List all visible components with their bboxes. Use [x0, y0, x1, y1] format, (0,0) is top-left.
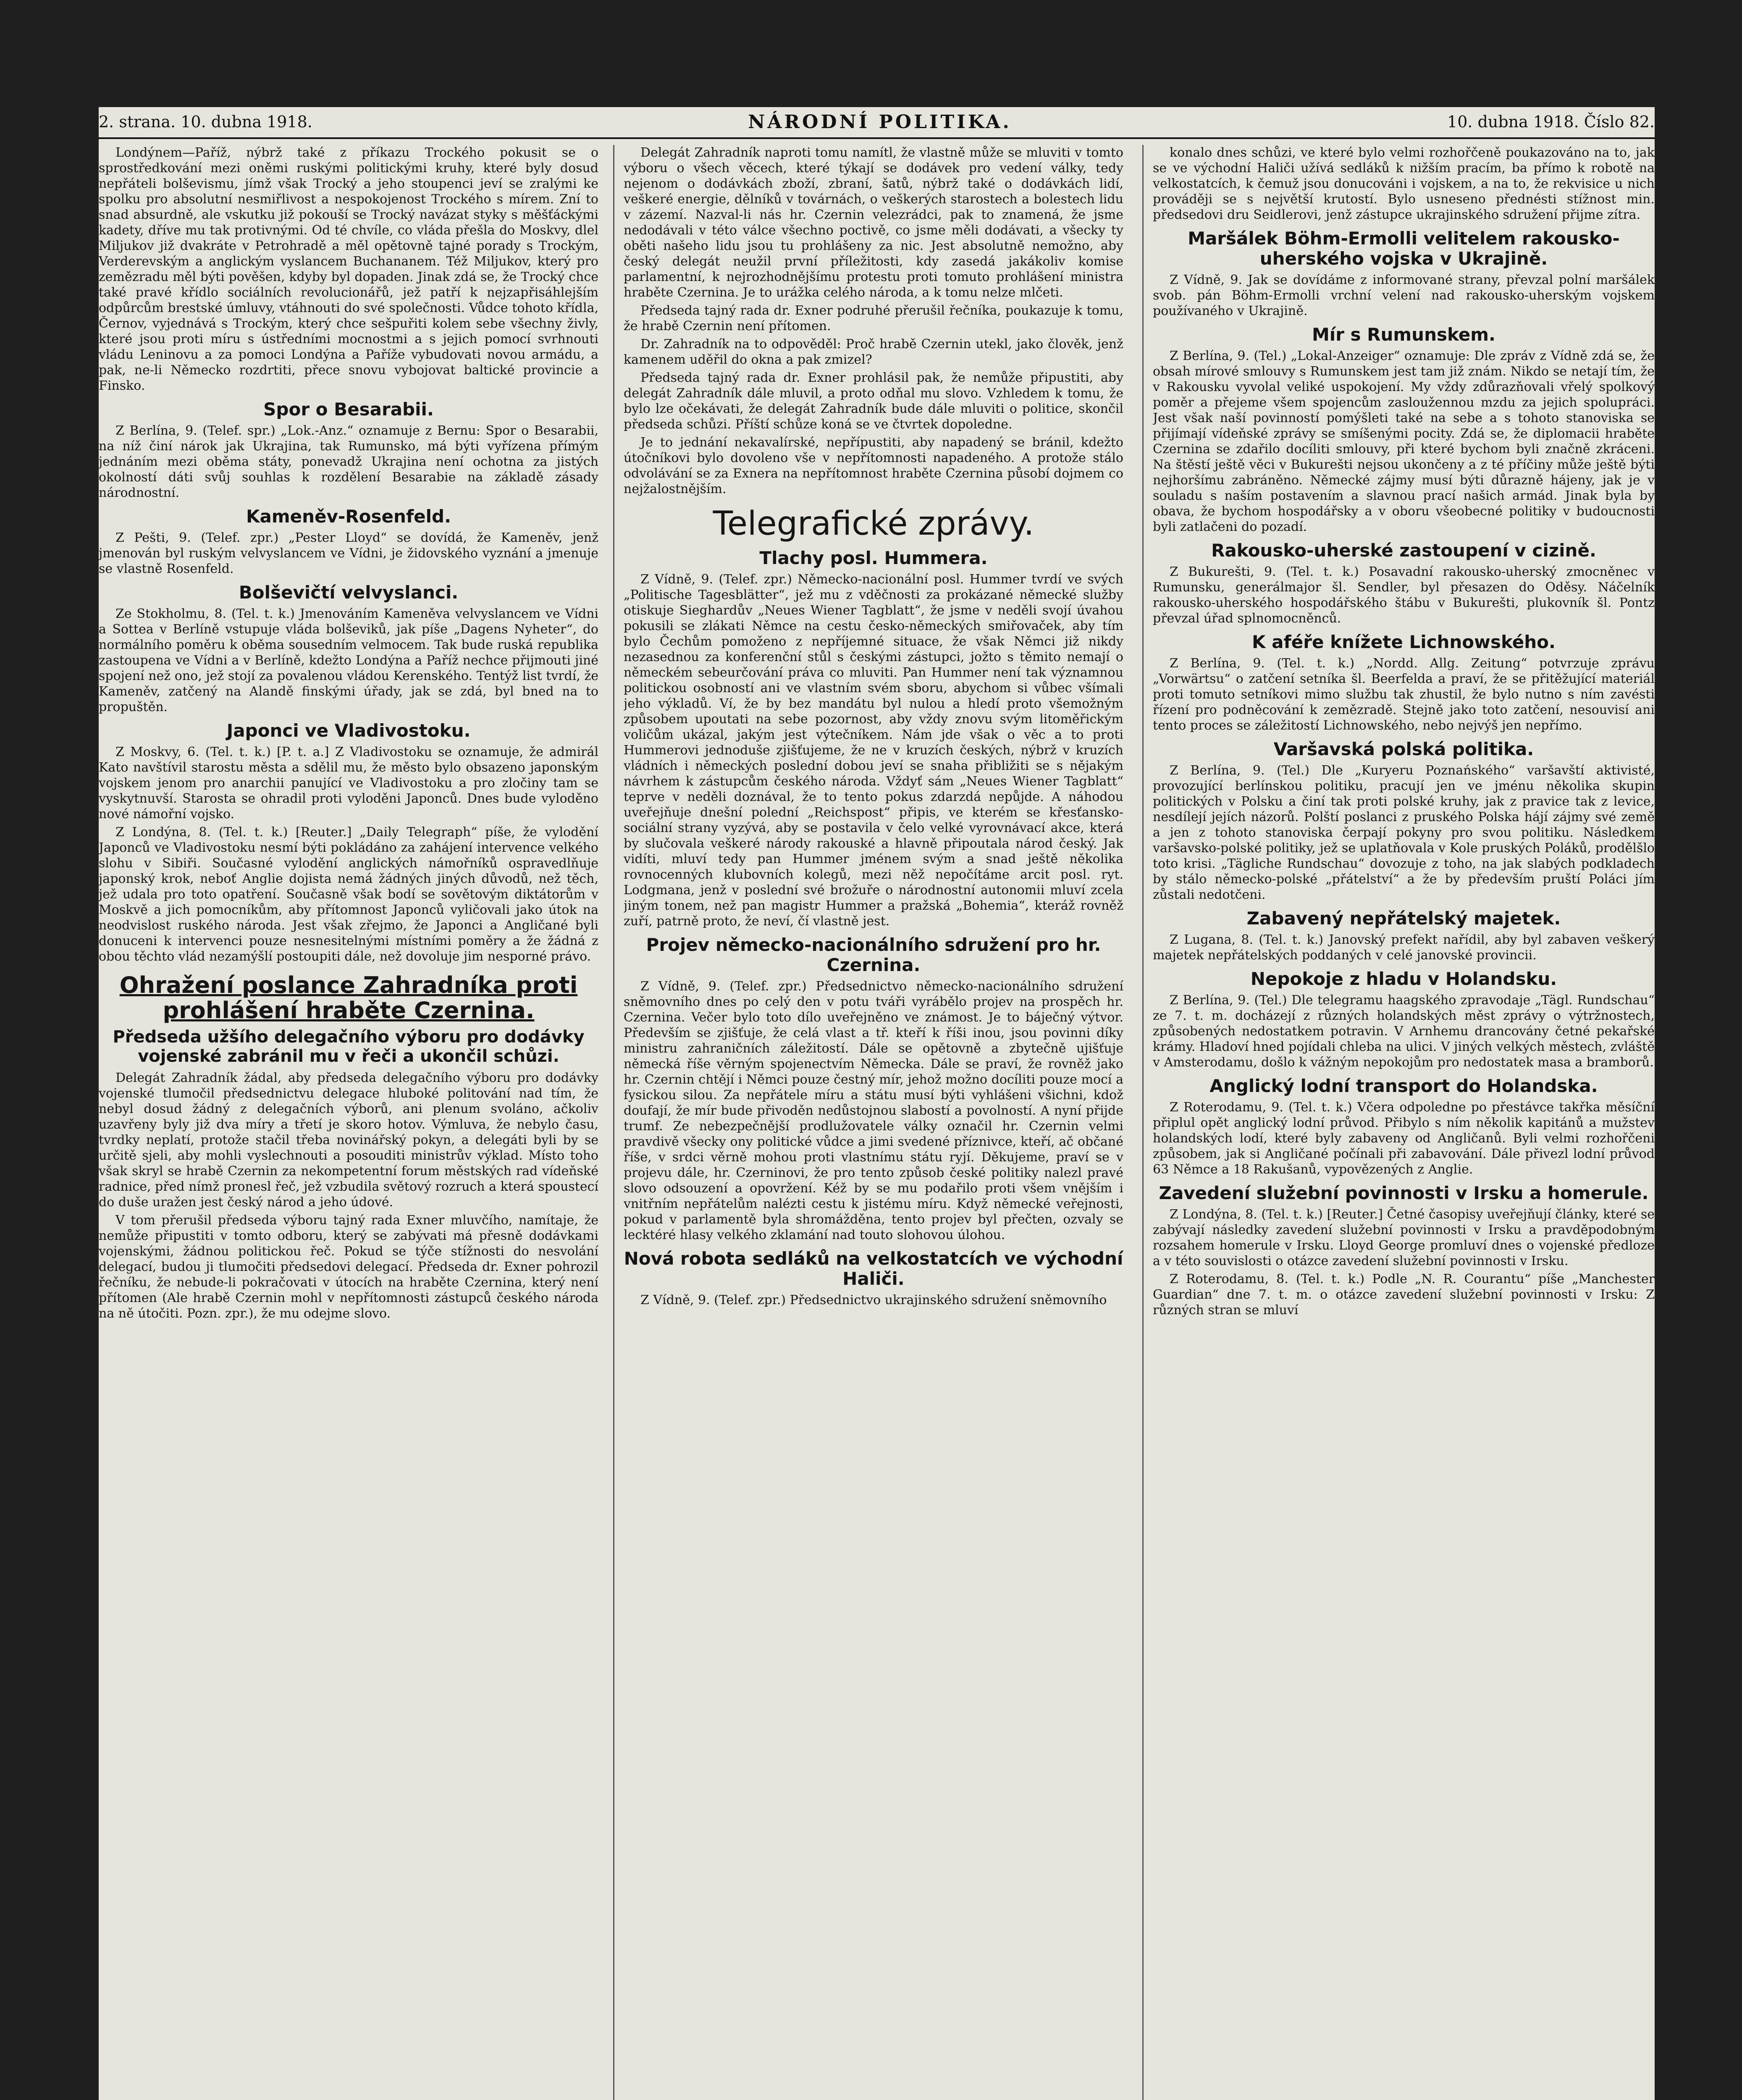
column-divider — [1142, 145, 1144, 2100]
header-rule — [99, 137, 1655, 139]
article-heading: Spor o Besarabii. — [263, 399, 434, 420]
article-heading: K aféře knížete Lichnowského. — [1252, 632, 1556, 652]
header-date-left: 2. strana. 10. dubna 1918. — [99, 113, 312, 131]
article-heading: Zabavený nepřátelský majetek. — [1246, 908, 1561, 929]
article-text: Z Roterodamu, 8. (Tel. t. k.) Podle „N. R. Courantu“ píše „Manchester Guardian“ dne 7. t. m. o otázce zavedení služební povinnosti v Irsku: Z různých stran se mluví — [1153, 1272, 1655, 1318]
article-text: Z Pešti, 9. (Telef. zpr.) „Pester Lloyd“ se dovídá, že Kameněv, jenž jmenován byl ruským velvyslancem ve Vídni, je židovského vyznání a jmenuje se vlastně Rosenfeld. — [99, 530, 598, 576]
article-heading: Maršálek Böhm-Ermolli velitelem rakousko-uherského vojska v Ukrajině. — [1188, 228, 1620, 269]
article-heading: Kameněv-Rosenfeld. — [246, 506, 451, 527]
article-heading: Zavedení služební povinnosti v Irsku a homerule. — [1159, 1183, 1649, 1203]
article-text: Ze Stokholmu, 8. (Tel. t. k.) Jmenováním Kameněva velvyslancem ve Vídni a Sottea v Berlíně vstupuje vláda bolševiků, jak píše „Dagens Nyheter“, do normálního poměru k oběma sousedním velmocem. Tak bude ruská republika zastoupena ve Vídni a v Berlíně, kdežto Londýna a Paříž nechce přijmouti jiné spojení než ono, jež stojí za povalenou vládou Kerenského. Tentýž list tvrdí, že Kameněv, zatčený na Alandě finskými úřady, jak se zdá, byl bned na to propuštěn. — [99, 606, 598, 714]
article-text: Z Berlína, 9. (Tel. t. k.) „Nordd. Allg. Zeitung“ potvrzuje zprávu „Vorwärtsu“ o zatčení setníka šl. Beerfelda a praví, že se přitěžující materiál proti tomuto setníkovi mimo službu tak zhustil, že bylo nutno s ním zavésti řízení pro podněcování k zemězradě. Stejně jako toto zatčení, nesouvisí ani tento proces se záležitostí Lichnowského, nebo nejvýš jen nepřímo. — [1153, 656, 1655, 733]
article-text: Z Berlína, 9. (Telef. spr.) „Lok.-Anz.“ oznamuje z Bernu: Spor o Besarabii, na níž činí nárok jak Ukrajina, tak Rumunsko, má býti vyřízena přímým jednáním mezi oběma státy, ponevadž Ukrajina není ochotna za jistých okolností dáti svůj souhlas k rozdělení Besarabie na základě zásady národnostní. — [99, 423, 598, 500]
column-3 — [1153, 145, 1655, 2100]
article-text: Z Vídně, 9. (Telef. zpr.) Předsednictvo ukrajinského sdružení sněmovního — [640, 1293, 1107, 1307]
article-text: Předseda tajný rada dr. Exner prohlásil pak, že nemůže připustiti, aby delegát Zahradník dále mluvil, a proto odňal mu slovo. Vzhledem k tomu, že bylo lze očekávati, že delegát Zahradník bude dále mluviti o politice, skončil předseda schůzi. Příští schůze koná se ve čtvrtek dopoledne. — [624, 370, 1123, 432]
article-heading: Rakousko-uherské zastoupení v cizině. — [1211, 540, 1596, 561]
article-heading: Bolševičtí velvyslanci. — [239, 582, 459, 603]
article-text: Delegát Zahradník naproti tomu namítl, že vlastně může se mluviti v tomto výboru o všech věcech, které týkají se dodávek pro vedení války, tedy nejenom o dodávkách zboží, zbraní, šatů, nýbrž také o dodávkách lidí, veškeré energie, dělníků v továrnách, o veškerých starostech a bolestech lidu v zázemí. Nazval-li nás hr. Czernin velezrádci, pak to znamená, že jsme nedodávali v této válce všechno poctivě, co jsme měli dodávati, a všecky ty oběti našeho lidu jsou tu prohlášeny za nic. Jest absolutně nemožno, aby český delegát neužil první příležitosti, kdy zasedá jakákoliv komise parlamentní, k nejrozhodnějšímu protestu proti tomuto prohlášení ministra hraběte Czernina. Je to urážka celého národa, a k tomu nelze mlčeti. — [624, 145, 1123, 300]
article-text: Z Bukurešti, 9. (Tel. t. k.) Posavadní rakousko-uherský zmocněnec v Rumunsku, generálmajor šl. Sendler, byl přesazen do Oděsy. Náčelník rakousko-uherského hospodářského štábu v Bukurešti, plukovník šl. Pontz převzal úřad splnomocněnců. — [1153, 564, 1655, 626]
article-text: Z Vídně, 9. Jak se dovídáme z informované strany, převzal polní maršálek svob. pán Böhm-Ermolli vrchní velení nad rakousko-uherským vojskem používaného v Ukrajině. — [1153, 273, 1655, 318]
article-heading: Nová robota sedláků na velkostatcích ve východní Haliči. — [624, 1248, 1123, 1289]
article-heading: Japonci ve Vladivostoku. — [226, 720, 471, 741]
article-heading: Tlachy posl. Hummera. — [759, 548, 988, 568]
article-text: Je to jednání nekavalírské, nepřípustiti, aby napadený se bránil, kdežto útočníkovi bylo dovoleno vše v nepřítomnosti napadeného. A protože stálo odvolávání se za Exnera na nepřítomnost hraběte Czernina působí dojmem co nejžalostnějším. — [624, 435, 1123, 496]
article-text: Z Vídně, 9. (Telef. zpr.) Předsednictvo německo-nacionálního sdružení sněmovního dnes po celý den v potu tváři vyrábělo projev na prospěch hr. Czernina. Večer bylo toto dílo uveřejněno ve známost. Je to báječný výtvor. Především se zjišťuje, že celá vlast a tř. kteří k říši inou, jsou povinni díky ministru zahraničních záležitostí. Dále se opětovně a zbytečně ujišťuje německá říše věrným spojenectvím Německa. Dále se praví, že rovněž jako hr. Czernin chtějí i Němci pouze čestný mír, jehož možno docíliti pouze mocí a fysickou silou. Za nepřátele míru a státu musí býti vyhlášeni všichni, kdož doufají, že mír bude přivoděn nedůstojnou slabostí a povolností. A nyní přijde trumf. Ze nebezpečnější prodlužovatele války označil hr. Czernin velmi pravdivě všecky ony politické vůdce a jimi svedené příznivce, kteří, ač občané říše, v srdci věrně mohou proti vlastnímu státu ryjí. Děkujeme, praví se v projevu dále, hr. Czerninovi, že pro tento způsob české politiky nalezl pravé slovo odsouzení a opovržení. Kéž by se mu podařilo proti všem vnějším i vnitřním nepřátelům nalézti cestu k jistému míru. Když německé veřejnosti, pokud v parlamentě byla shromážděna, tento projev byl přečten, ozvaly se lecktéré hlasy velkého zklamání nad touto slohovou úlohou. — [624, 979, 1123, 1242]
column-1 — [99, 145, 598, 2100]
article-text: Dr. Zahradník na to odpověděl: Proč hrabě Czernin utekl, jako člověk, jenž kamenem uděřil do okna a pak zmizel? — [624, 337, 1123, 367]
article-heading: Mír s Rumunskem. — [1312, 324, 1495, 345]
article-text: Z Moskvy, 6. (Tel. t. k.) [P. t. a.] Z Vladivostoku se oznamuje, že admirál Kato navštívil starostu města a sdělil mu, že město bylo obsazeno japonským vojskem jenom pro anarchii panující ve Vladivostoku a pro zločiny tam se vyskytnuvší. Starosta se ohradil proti vyloděni Japonců. Dnes bude vyloděno nové námořní vojsko. — [99, 745, 598, 822]
page-header — [99, 107, 1655, 136]
article-text: Z Berlína, 9. (Tel.) Dle telegramu haagského zpravodaje „Tägl. Rundschau“ ze 7. t. m. docházejí z různých holandských měst zprávy o výtržnostech, způsobených nedostatkem potravin. V Arnhemu drancovány četné pekařské krámy. Hladoví hned pojídali chleba na ulici. V jiných velkých městech, zvláště v Amsterodamu, došlo k vážným nepokojům pro nedostatek masa a bramborů. — [1153, 993, 1655, 1070]
article-text: V tom přerušil předseda výboru tajný rada Exner mluvčího, namítaje, že nemůže připustiti v tomto odboru, který se zabývati má přesně dodávkami vojenskými, žádnou politickou řeč. Pokud se týče stížnosti do nesvolání delegací, budou ji tlumočiti předsedovi delegací. Předseda dr. Exner pohrozil řečníku, že nebude-li pokračovati v útocích na hraběte Czernina, který není přítomen (Ale hrabě Czernin mohl v nepřítomnosti zástupců českého národa na ně útočiti. Pozn. zpr.), že mu odejme slovo. — [99, 1213, 598, 1321]
article-heading: Varšavská polská politika. — [1273, 739, 1534, 759]
article-text: Z Berlína, 9. (Tel.) Dle „Kuryeru Poznańského“ varšavští aktivisté, provozující berlínskou politiku, pracují jen ve jménu několika skupin politických v Polsku a činí tak proti polské kruhy, jak z pravice tak z levice, nesdílejí jejích názorů. Polští poslanci z pruského Polska hájí zájmy své země a jen z tohoto stanoviska čerpají pokyny pro svou politiku. Následkem varšavsko-polské politiky, jež se uplatňovala v Kole pruských Poláků, prodělšlo toto krisi. „Tägliche Rundschau“ dovozuje z toho, na jak slabých podkladech by stálo německo-polské „přátelství“ a že by především pruští Poláci jím zůstali nedotčeni. — [1153, 763, 1655, 902]
article-text: Z Berlína, 9. (Tel.) „Lokal-Anzeiger“ oznamuje: Dle zpráv z Vídně zdá se, že obsah mírové smlouvy s Rumunskem jest tam již znám. Nikdo se netají tím, že v Rakousku vyvolal veliké uspokojení. My vždy zdůrazňovali vřelý spolkový poměr a přejeme všem spojencům zasloužennou mzdu za jejich spolupráci. Jest však naší povinností pomýšleti také na sebe a s tohoto stanoviska se přijímají vídeňské zprávy se smíšenými pocity. Zdá se, že diplomacii hraběte Czernina se zdařilo docíliti smlouvy, při které bychom byli značně zkráceni. Na štěstí ještě věci v Bukurešti nejsou ukončeny a z té příčiny může ještě býti nejhoršímu zabráněno. Německé zájmy musí býti důrazně hájeny, jak je v souladu s naším postavením a slavnou prací našich armád. Jinak byla by obava, že bychom hospodářsky a v oboru všeobecné politiky v budoucnosti byli zatlačeni do pozadí. — [1153, 349, 1655, 534]
article-text: Z Roterodamu, 9. (Tel. t. k.) Včera odpoledne po přestávce takřka měsíční připlul opět anglický lodní průvod. Přibylo s ním několik kapitánů a mužstev holandských lodí, které byly zabaveny od Angličanů. Byli velmi rozhořčeni způsobem, jak si Angličané počínali při zabavování. Dále přivezl lodní průvod 63 Němce a 18 Rakušanů, vypovězených z Anglie. — [1153, 1100, 1655, 1177]
article-text: Z Londýna, 8. (Tel. t. k.) [Reuter.] „Daily Telegraph“ píše, že vylodění Japonců ve Vladivostoku nesmí býti pokládáno za zahájení intervence velkého slohu v Sibiři. Současné vylodění anglických námořníků ospravedlňuje japonský krok, neboť Anglie dojista nemá žádných jiných důvodů, než těch, jež udala pro toto opatření. Současně však bodí se sovětovým diktátorům v Moskvě a jich pomocníkům, aby přítomnost Japonců vyličovali jako útok na neodvislost ruského národa. Jest však zřejmo, že Japonci a Angličané byli donuceni k intervenci pouze nesnesitelnými místními poměry a že žádná z obou těchto vlád nezamýšlí postoupiti dále, než dovoluje jim nesporné právo. — [99, 825, 598, 964]
article-text: Z Lugana, 8. (Tel. t. k.) Janovský prefekt nařídil, aby byl zabaven veškerý majetek nepřátelských poddaných v celé janovské provincii. — [1153, 932, 1655, 963]
article-text: Londýnem—Paříž, nýbrž také z příkazu Trockého pokusit se o sprostředkování mezi oněmi ruskými politickými kruhy, které byly dosud nepřáteli bolševismu, jímž však Trocký a jeho stoupenci jeví se zralými ke spolku pro absolutní nesmiřlivost a nespokojenost Trockého s mírem. Zní to snad absurdně, ale vskutku již pokouší se Trocký navázat styky s měšťáckými kadety, dříve mu tak protivnými. Od té chvíle, co vláda přešla do Moskvy, dlel Miljukov již dvakráte v Petrohradě a měl opětovně tajné porady s Trockým, Verderevským a anglickým vyslancem Buchananem. Též Miljukov, který pro zemězradu měl býti pověšen, kdyby byl dopaden. Jinak zdá se, že Trocký chce také pravé křídlo sociálních revolucionářů, jež patří k nejzapřisáhlejším odpůrcům brestské úmluvy, vtáhnouti do své společnosti. Vůdce tohoto křídla, Černov, vyjednává s Trockým, který chce sešpuřiti kolem sebe všechny živly, které jsou proti míru s ústředními mocnostmi a s jejich pomocí svrhnouti vládu Leninovu a za pomoci Londýna a Paříže vybudovati novou armádu, a pak, ne-li Německo rozdrtiti, přece snovu vybojovat baltické provincie a Finsko. — [99, 145, 598, 393]
column-2 — [624, 145, 1123, 2100]
newspaper-page — [99, 107, 1655, 2100]
article-heading: Anglický lodní transport do Holandska. — [1209, 1076, 1598, 1096]
article-heading: Nepokoje z hladu v Holandsku. — [1250, 969, 1557, 989]
article-text: Z Londýna, 8. (Tel. t. k.) [Reuter.] Četné časopisy uveřejňují články, které se zabývají následky zavedení služební povinnosti v Irsku a pravděpodobným rozsahem homerule v Irsku. Lloyd George promluví dnes o vojenské předloze a v této souvislosti o otázce zavedení služební povinnosti v Irsku. — [1153, 1207, 1655, 1268]
header-date-right: 10. dubna 1918. Číslo 82. — [1447, 113, 1655, 131]
section-headline: Telegrafické zprávy. — [713, 505, 1034, 543]
article-text: konalo dnes schůzi, ve které bylo velmi rozhořčeně poukazováno na to, jak se ve východní Haliči užívá sedláků k nižším pracím, ba přímo k robotě na velkostatcích, k čemuž jsou donucováni i vojskem, a na to, že rekvisice u nich prováději se s největší krutostí. Bylo usneseno přednésti stížnost min. předsedovi dru Seidlerovi, jenž zástupce ukrajinského sdružení přijme zítra. — [1153, 145, 1655, 222]
column-divider — [613, 145, 614, 2100]
masthead-title: NÁRODNÍ POLITIKA. — [748, 111, 1012, 133]
article-text: Z Vídně, 9. (Telef. zpr.) Německo-nacionální posl. Hummer tvrdí ve svých „Politische Tagesblätter“, jež mu z vděčnosti za prokázané německé služby otiskuje Sieghardův „Neues Wiener Tagblatt“, že jsme v neděli svojí úvahou pokusili se zlákati Němce na cestu česko-německých smiřovaček, aby tím bylo Čechům pomoženo z nepříjemné situace, že však Němci již nikdy nezasednou za konferenční stůl s českými zástupci, jožto s těmito nemají o německém sebeurčování práva co mluviti. Pan Hummer není tak významnou politickou osobností ani ve vlastním svém sboru, abychom si vůbec všímali jeho výkladů. Ví, že by bez mandátu byl nulou a hledí proto všemožným způsobem upoutati na sebe pozornost, aby vždy znovu svým litoměřickým voličům ukázal, jakým jest výtečníkem. Nám jde však o věc a to proti Hummerovi jednoduše zjišťujeme, že ne v kruzích českých, nýbrž v kruzích vládních i německých poslední dobou jeví se snaha přibližiti se s nějakým návrhem k zástupcům českého národa. Vždyť sám „Neues Wiener Tagblatt“ teprve v neděli doznával, že to tento pokus zdarzdá nepůjde. A náhodou uveřejňuje dnešní polední „Reichspost“ připis, ve kterém se křesťansko-sociální strany vyzývá, aby se postavila v čelo velké vyrovnávací akce, která by slučovala veškeré národy rakouské a hlavně připoutala národ český. Jak vidíti, mluví tedy pan Hummer jménem svým a snad ještě několika rovnocenných klubovních kolegů, mezi něž nepočítáme arcit posl. ryt. Lodgmana, jenž v poslední své brožuře o národnostní autonomii mluví zcela jiným tonem, než pan magistr Hummer a pražská „Bohemia“, kteráž rovněž zuří, patrně proto, že neví, čí vlastně jest. — [624, 572, 1123, 929]
article-text: Předseda tajný rada dr. Exner podruhé přerušil řečníka, poukazuje k tomu, že hrabě Czernin není přítomen. — [624, 303, 1123, 333]
article-headline: Ohražení poslance Zahradníka proti prohlášení hraběte Czernina. — [119, 972, 578, 1024]
article-text: Delegát Zahradník žádal, aby předseda delegačního výboru pro dodávky vojenské tlumočil předsednictvu delegace hluboké politování nad tím, že nebyl dosud žádný z delegačních výborů, ani plenum svoláno, ačkoliv uzavřeny byly již dva míry a třetí je skoro hotov. Výmluva, že nebylo času, tvrdky neplatí, protože stačil třeba novinářský pokyn, a delegáti byli by se určitě sjeli, aby mohli vyslechnouti a posouditi ministrův výklad. Místo toho však skryl se hrabě Czernin za nekompetentní forum městských rad vídeňské radnice, před nímž pronesl řeč, jež vzbudila světový rozruch a která spoustecí do duše uražen jest český národ a jeho údové. — [99, 1071, 598, 1210]
article-heading: Projev německo-nacionálního sdružení pro hr. Czernina. — [646, 934, 1101, 975]
article-subheading: Předseda užšího delegačního výboru pro dodávky vojenské zabránil mu v řeči a ukončil schůzi. — [113, 1027, 585, 1066]
